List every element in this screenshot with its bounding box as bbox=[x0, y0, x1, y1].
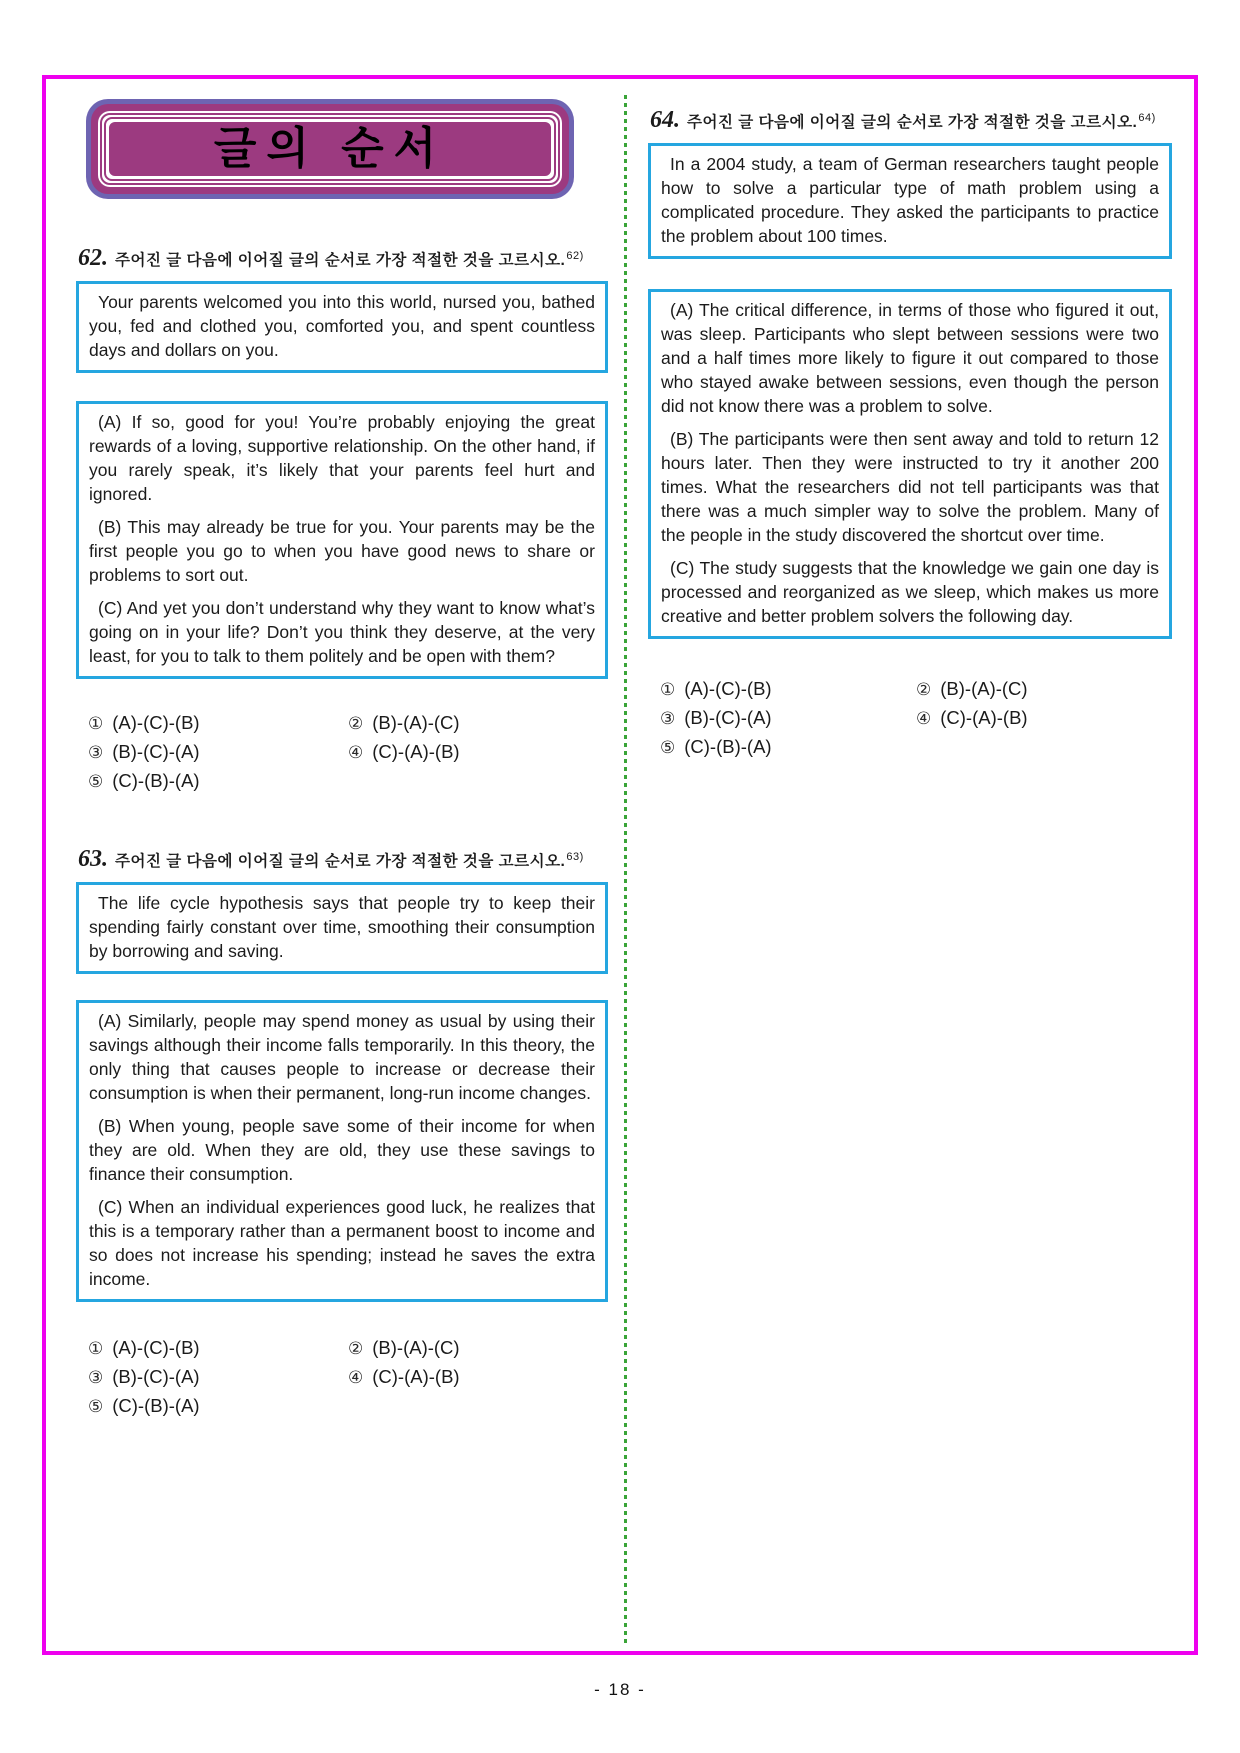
choice-3-text: (B)-(C)-(A) bbox=[112, 741, 200, 762]
question-64-given-passage: In a 2004 study, a team of German researchers taught people how to solve a particular type of math problem using a complicated procedure. They asked the participants to practice the problem about 100 times. bbox=[661, 154, 1159, 246]
column-divider bbox=[624, 95, 627, 1643]
question-62-given-passage: Your parents welcomed you into this world, nursed you, bathed you, fed and clothed you, comforted you, and spent countless days and dollars on you. bbox=[89, 292, 595, 360]
page-border bbox=[42, 75, 1198, 1655]
question-62-paragraph-b: (B) This may already be true for you. Your parents may be the first people you go to when you have good news to share or problems to sort out. bbox=[89, 517, 595, 585]
question-63-choice-3 bbox=[88, 1365, 348, 1390]
banner-pinstripe-outer bbox=[100, 113, 560, 185]
choice-5-text: (C)-(B)-(A) bbox=[112, 770, 200, 791]
question-64-number: 64. bbox=[650, 107, 680, 133]
choice-4-text: (C)-(A)-(B) bbox=[940, 707, 1028, 728]
choice-4-marker: ④ bbox=[916, 709, 932, 728]
question-63-footnote-ref: 63) bbox=[566, 850, 584, 863]
question-63-given-passage: The life cycle hypothesis says that people try to keep their spending fairly constant over time, smoothing their consumption by borrowing and saving. bbox=[89, 893, 595, 961]
choice-4-marker: ④ bbox=[348, 1368, 364, 1387]
choice-1-marker: ① bbox=[88, 1339, 104, 1358]
choice-3-text: (B)-(C)-(A) bbox=[112, 1366, 200, 1387]
question-64-choice-2 bbox=[916, 677, 1172, 702]
question-64-paragraph-b: (B) The participants were then sent away and told to return 12 hours later. Then they were instructed to try it another 200 times. What the researchers did not tell participants was that there was a much simpler way to solve the problem. Many of the people in the study discovered the shortcut over time. bbox=[661, 429, 1159, 545]
choice-1-text: (A)-(C)-(B) bbox=[112, 712, 200, 733]
question-64-choice-1 bbox=[660, 677, 916, 702]
question-64-choices bbox=[648, 677, 1172, 760]
question-63-paragraph-c: (C) When an individual experiences good luck, he realizes that this is a temporary rather than a permanent boost to income and so does not increase his spending; instead he saves the extra income. bbox=[89, 1197, 595, 1289]
section-title-banner bbox=[86, 99, 574, 199]
choice-4-text: (C)-(A)-(B) bbox=[372, 1366, 460, 1387]
question-63-number: 63. bbox=[78, 846, 108, 872]
question-64-footnote-ref: 64) bbox=[1138, 111, 1156, 124]
question-62-choices bbox=[76, 711, 608, 794]
question-63-choices bbox=[76, 1336, 608, 1419]
question-63-prompt: 주어진 글 다음에 이어질 글의 순서로 가장 적절한 것을 고르시오. bbox=[115, 853, 566, 870]
choice-2-text: (B)-(A)-(C) bbox=[372, 1337, 460, 1358]
left-column bbox=[76, 95, 608, 1419]
question-62-footnote-ref: 62) bbox=[566, 249, 584, 262]
banner-fill bbox=[109, 122, 551, 176]
choice-5-text: (C)-(B)-(A) bbox=[684, 736, 772, 757]
question-64-choice-4 bbox=[916, 706, 1172, 731]
section-title: 글의 순서 bbox=[213, 124, 447, 173]
choice-1-marker: ① bbox=[660, 680, 676, 699]
question-62-choice-3 bbox=[88, 740, 348, 765]
choice-2-text: (B)-(A)-(C) bbox=[940, 678, 1028, 699]
question-63-paragraph-b: (B) When young, people save some of their income for when they are old. When they are old, they use these savings to finance their consumption. bbox=[89, 1116, 595, 1184]
choice-2-marker: ② bbox=[348, 1339, 364, 1358]
question-62-prompt: 주어진 글 다음에 이어질 글의 순서로 가장 적절한 것을 고르시오. bbox=[115, 252, 566, 269]
question-64 bbox=[648, 107, 1172, 760]
question-63-choice-2 bbox=[348, 1336, 608, 1361]
question-62-paragraphs-box bbox=[76, 401, 608, 679]
choice-3-text: (B)-(C)-(A) bbox=[684, 707, 772, 728]
question-62-choice-1 bbox=[88, 711, 348, 736]
choice-5-text: (C)-(B)-(A) bbox=[112, 1395, 200, 1416]
banner-white-ring bbox=[98, 111, 562, 187]
question-63-paragraphs-box bbox=[76, 1000, 608, 1302]
choice-5-marker: ⑤ bbox=[660, 738, 676, 757]
question-64-prompt: 주어진 글 다음에 이어질 글의 순서로 가장 적절한 것을 고르시오. bbox=[687, 114, 1138, 131]
question-63 bbox=[76, 846, 608, 1419]
question-63-choice-1 bbox=[88, 1336, 348, 1361]
banner-pinstripe-inner bbox=[104, 117, 556, 181]
choice-3-marker: ③ bbox=[88, 743, 104, 762]
choice-2-marker: ② bbox=[916, 680, 932, 699]
question-64-given-passage-box bbox=[648, 143, 1172, 259]
question-63-header bbox=[78, 846, 608, 873]
question-64-paragraph-a: (A) The critical difference, in terms of those who figured it out, was sleep. Participants who slept between sessions were two and a half times more likely to figure it out compared to those who stayed awake between sessions, even though the person did not know there was a problem to solve. bbox=[661, 300, 1159, 416]
question-62-header bbox=[78, 245, 608, 272]
question-62-given-passage-box bbox=[76, 281, 608, 373]
question-62-choice-5 bbox=[88, 769, 348, 794]
choice-4-text: (C)-(A)-(B) bbox=[372, 741, 460, 762]
question-64-paragraph-c: (C) The study suggests that the knowledge we gain one day is processed and reorganized as we sleep, which makes us more creative and better problem solvers the following day. bbox=[661, 558, 1159, 626]
question-63-given-passage-box bbox=[76, 882, 608, 974]
question-62-paragraph-c: (C) And yet you don’t understand why they want to know what’s going on in your life? Don’t you think they deserve, at the very least, for you to talk to them politely and be open with them? bbox=[89, 598, 595, 666]
choice-1-marker: ① bbox=[88, 714, 104, 733]
choice-1-text: (A)-(C)-(B) bbox=[112, 1337, 200, 1358]
choice-3-marker: ③ bbox=[660, 709, 676, 728]
question-64-header bbox=[650, 107, 1172, 134]
question-64-choice-5 bbox=[660, 735, 916, 760]
question-62-number: 62. bbox=[78, 245, 108, 271]
choice-2-text: (B)-(A)-(C) bbox=[372, 712, 460, 733]
question-63-choice-4 bbox=[348, 1365, 608, 1390]
question-62-choice-2 bbox=[348, 711, 608, 736]
choice-3-marker: ③ bbox=[88, 1368, 104, 1387]
choice-5-marker: ⑤ bbox=[88, 772, 104, 791]
banner-magenta-ring bbox=[91, 104, 569, 194]
question-64-paragraphs-box bbox=[648, 289, 1172, 639]
question-63-paragraph-a: (A) Similarly, people may spend money as usual by using their savings although their income falls temporarily. In this theory, the only thing that causes people to increase or decrease their consumption is when their permanent, long-run income changes. bbox=[89, 1011, 595, 1103]
choice-5-marker: ⑤ bbox=[88, 1397, 104, 1416]
question-62-choice-4 bbox=[348, 740, 608, 765]
choice-4-marker: ④ bbox=[348, 743, 364, 762]
question-62 bbox=[76, 245, 608, 794]
choice-2-marker: ② bbox=[348, 714, 364, 733]
choice-1-text: (A)-(C)-(B) bbox=[684, 678, 772, 699]
question-63-choice-5 bbox=[88, 1394, 348, 1419]
page-number: - 18 - bbox=[594, 1680, 646, 1699]
right-column bbox=[648, 95, 1172, 760]
question-64-choice-3 bbox=[660, 706, 916, 731]
question-62-paragraph-a: (A) If so, good for you! You’re probably enjoying the great rewards of a loving, supportive relationship. On the other hand, if you rarely speak, it’s likely that your parents feel hurt and ignored. bbox=[89, 412, 595, 504]
